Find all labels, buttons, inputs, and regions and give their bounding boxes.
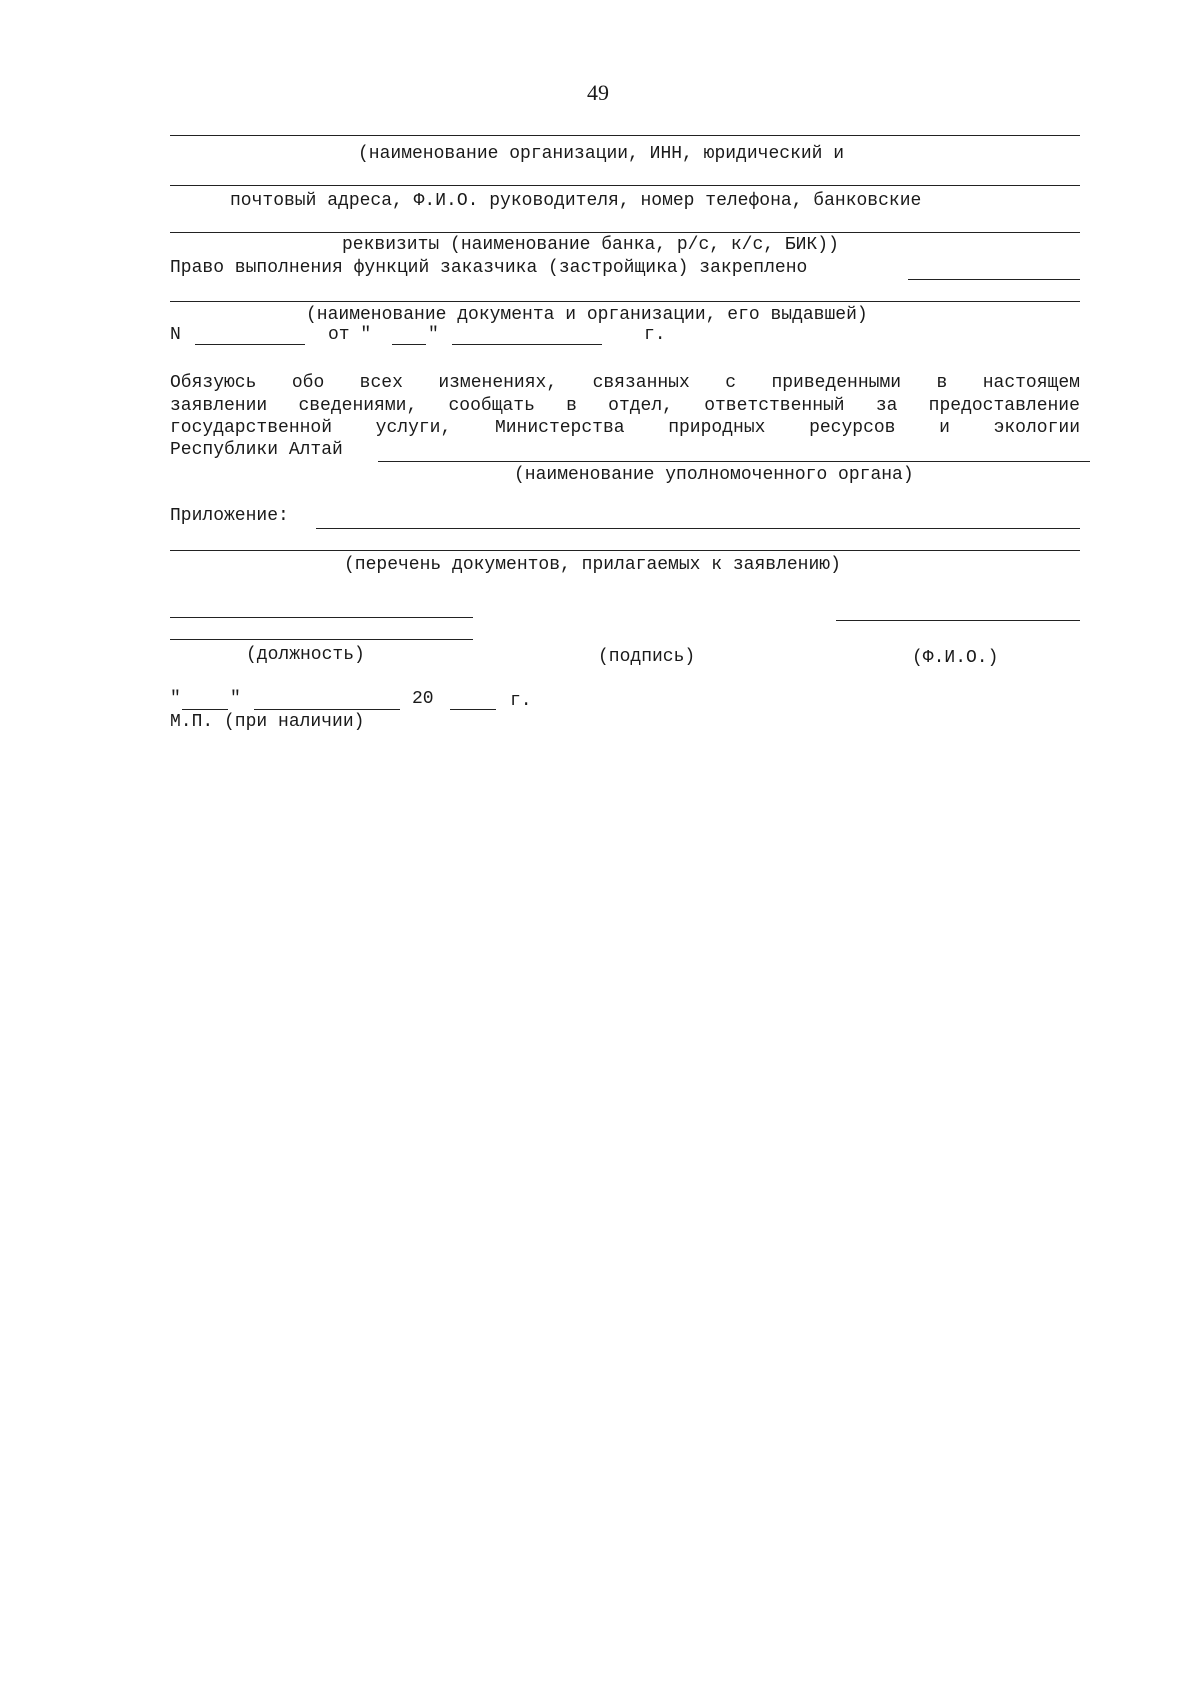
pledge-word: отдел, (608, 396, 673, 416)
org-address-line[interactable] (170, 185, 1080, 186)
attachment-label: Приложение: (170, 506, 289, 526)
attachment-line-1[interactable] (316, 528, 1080, 529)
pledge-word: Обязуюсь (170, 373, 257, 393)
pledge-word: и (939, 418, 950, 438)
doc-number-line[interactable] (195, 344, 305, 345)
pledge-word: Министерства (494, 418, 625, 438)
org-caption-2: почтовый адреса, Ф.И.О. руководителя, номер телефона, банковские (230, 191, 922, 211)
doc-year-suffix: г. (644, 325, 666, 345)
pledge-word: всех (359, 373, 403, 393)
pledge-word: государственной (170, 418, 333, 438)
attachment-caption: (перечень документов, прилагаемых к заявлению) (344, 555, 841, 575)
date-quote-open: " (170, 689, 181, 709)
doc-number-label: N (170, 325, 181, 345)
signature-caption: (подпись) (598, 647, 696, 667)
pledge-word: приведенными (771, 373, 902, 393)
authority-line[interactable] (378, 461, 1090, 462)
pledge-word: в (936, 373, 948, 393)
pledge-word: с (725, 373, 737, 393)
pledge-word: сведениями, (298, 396, 418, 416)
org-name-line[interactable] (170, 135, 1080, 136)
name-line[interactable] (836, 620, 1080, 621)
attachment-line-2[interactable] (170, 550, 1080, 551)
pledge-line-3 (170, 419, 1080, 437)
pledge-word: ресурсов (809, 418, 896, 438)
pledge-word: услуги, (375, 418, 452, 438)
right-label: Право выполнения функций заказчика (застройщика) закреплено (170, 258, 808, 278)
pledge-word: за (875, 396, 898, 416)
date-day-line[interactable] (182, 709, 228, 710)
pledge-word: сообщать (448, 396, 535, 416)
pledge-line-4: Республики Алтай (170, 440, 343, 460)
page-number: 49 (587, 80, 609, 105)
pledge-line-2 (170, 397, 1080, 415)
doc-from-label: от " (328, 325, 372, 345)
pledge-word: настоящем (982, 373, 1080, 393)
pledge-word: экологии (993, 418, 1080, 438)
date-year-line[interactable] (450, 709, 496, 710)
pledge-word: в (566, 396, 577, 416)
right-doc-line[interactable] (170, 301, 1080, 302)
org-caption-3: реквизиты (наименование банка, р/с, к/с, БИК)) (342, 235, 839, 255)
pledge-word: связанных (592, 373, 690, 393)
pledge-word: предоставление (928, 396, 1080, 416)
date-month-line[interactable] (254, 709, 400, 710)
org-bank-line[interactable] (170, 232, 1080, 233)
doc-day-line[interactable] (392, 344, 426, 345)
right-value-line[interactable] (908, 279, 1080, 280)
pledge-word: заявлении (170, 396, 268, 416)
name-caption: (Ф.И.О.) (912, 648, 999, 668)
stamp-label: М.П. (при наличии) (170, 712, 365, 732)
doc-quote-close: " (428, 325, 439, 345)
date-year-prefix: 20 (412, 689, 434, 709)
position-line-2[interactable] (170, 639, 473, 640)
doc-month-line[interactable] (452, 344, 602, 345)
pledge-word: обо (291, 373, 325, 393)
date-quote-close: " (230, 689, 241, 709)
org-caption-1: (наименование организации, ИНН, юридический и (358, 144, 845, 164)
pledge-word: природных (668, 418, 766, 438)
pledge-line-1 (170, 374, 1080, 392)
position-caption: (должность) (246, 645, 365, 665)
authority-caption: (наименование уполномоченного органа) (514, 465, 914, 485)
pledge-word: ответственный (704, 396, 845, 416)
date-year-suffix: г. (510, 691, 532, 711)
right-doc-caption: (наименование документа и организации, его выдавшей) (306, 305, 868, 325)
pledge-word: изменениях, (438, 373, 558, 393)
position-line-1[interactable] (170, 617, 473, 618)
